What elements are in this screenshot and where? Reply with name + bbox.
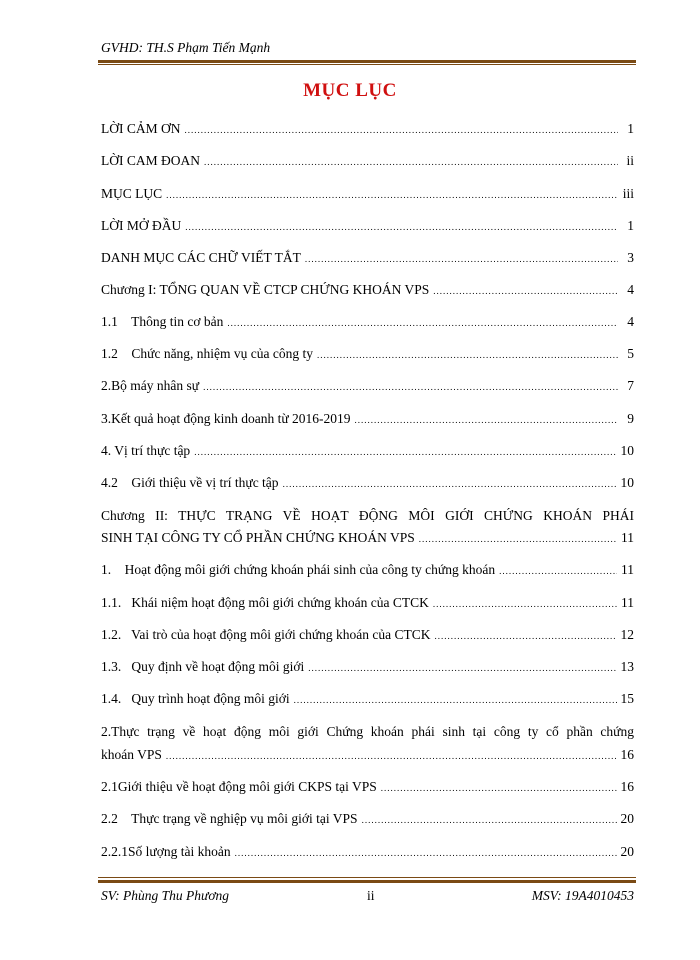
toc-entry: 1.2 Chức năng, nhiệm vụ của công ty ..... 5 (101, 346, 634, 366)
toc-entry: 4. Vị trí thực tập ..... 10 (101, 443, 634, 463)
toc-entry: LỜI MỞ ĐẦU ..... 1 (101, 218, 634, 238)
toc-entry: 1. Hoạt động môi giới chứng khoán phái sinh của công ty chứng khoán ..... 11 (101, 562, 634, 582)
toc-entry: 1.3. Quy định về hoạt động môi giới ..... 13 (101, 659, 634, 679)
toc-entry: DANH MỤC CÁC CHỮ VIẾT TẮT ..... 3 (101, 250, 634, 270)
toc-entry: 1.4. Quy trình hoạt động môi giới ..... 15 (101, 691, 634, 711)
header-rule (98, 60, 636, 63)
toc-entry: 2.Bộ máy nhân sự ..... 7 (101, 378, 634, 398)
footer-page-number: ii (367, 888, 375, 903)
footer-student-id: MSV: 19A4010453 (531, 888, 634, 903)
footer-rule (98, 880, 636, 883)
toc-entry: 1.1. Khái niệm hoạt động môi giới chứng khoán của CTCK ..... 11 (101, 595, 634, 615)
toc-entry: LỜI CẢM ƠN ..... 1 (101, 121, 634, 141)
footer-student-name: SV: Phùng Thu Phương (101, 888, 230, 903)
toc-entry: LỜI CAM ĐOAN ..... ii (101, 153, 634, 173)
header-supervisor: GVHD: TH.S Phạm Tiến Mạnh (101, 40, 271, 55)
toc-entry: 1.2. Vai trò của hoạt động môi giới chứng khoán của CTCK ..... 12 (101, 627, 634, 647)
toc-entry: 4.2 Giới thiệu về vị trí thực tập ..... 10 (101, 475, 634, 495)
toc-entry-wrapped: Chương II: THỰC TRẠNG VỀ HOẠT ĐỘNG MÔI GIỚI CHỨNG KHOÁN PHÁI (101, 508, 634, 523)
footer-rule-thin (98, 877, 636, 878)
toc-entry: SINH TẠI CÔNG TY CỔ PHẦN CHỨNG KHOÁN VPS ..... 11 (101, 530, 634, 550)
page-title: MỤC LỤC (303, 80, 397, 101)
header-rule-thin (98, 64, 636, 65)
toc-entry: MỤC LỤC ..... iii (101, 186, 634, 206)
toc-entry: Chương I: TỔNG QUAN VỀ CTCP CHỨNG KHOÁN VPS ..... 4 (101, 282, 634, 302)
toc-entry: 2.1Giới thiệu về hoạt động môi giới CKPS tại VPS ..... 16 (101, 779, 634, 799)
toc-entry-wrapped: 2.Thực trạng về hoạt động môi giới Chứng khoán phái sinh tại công ty cổ phần chứng (101, 724, 634, 739)
toc-entry: 2.2 Thực trạng về nghiệp vụ môi giới tại VPS ..... 20 (101, 811, 634, 831)
toc-entry: khoán VPS ..... 16 (101, 747, 634, 767)
toc-entry: 3.Kết quả hoạt động kinh doanh từ 2016-2019 ..... 9 (101, 411, 634, 431)
toc-entry: 1.1 Thông tin cơ bản ..... 4 (101, 314, 634, 334)
toc-entry: 2.2.1Số lượng tài khoản ..... 20 (101, 844, 634, 864)
